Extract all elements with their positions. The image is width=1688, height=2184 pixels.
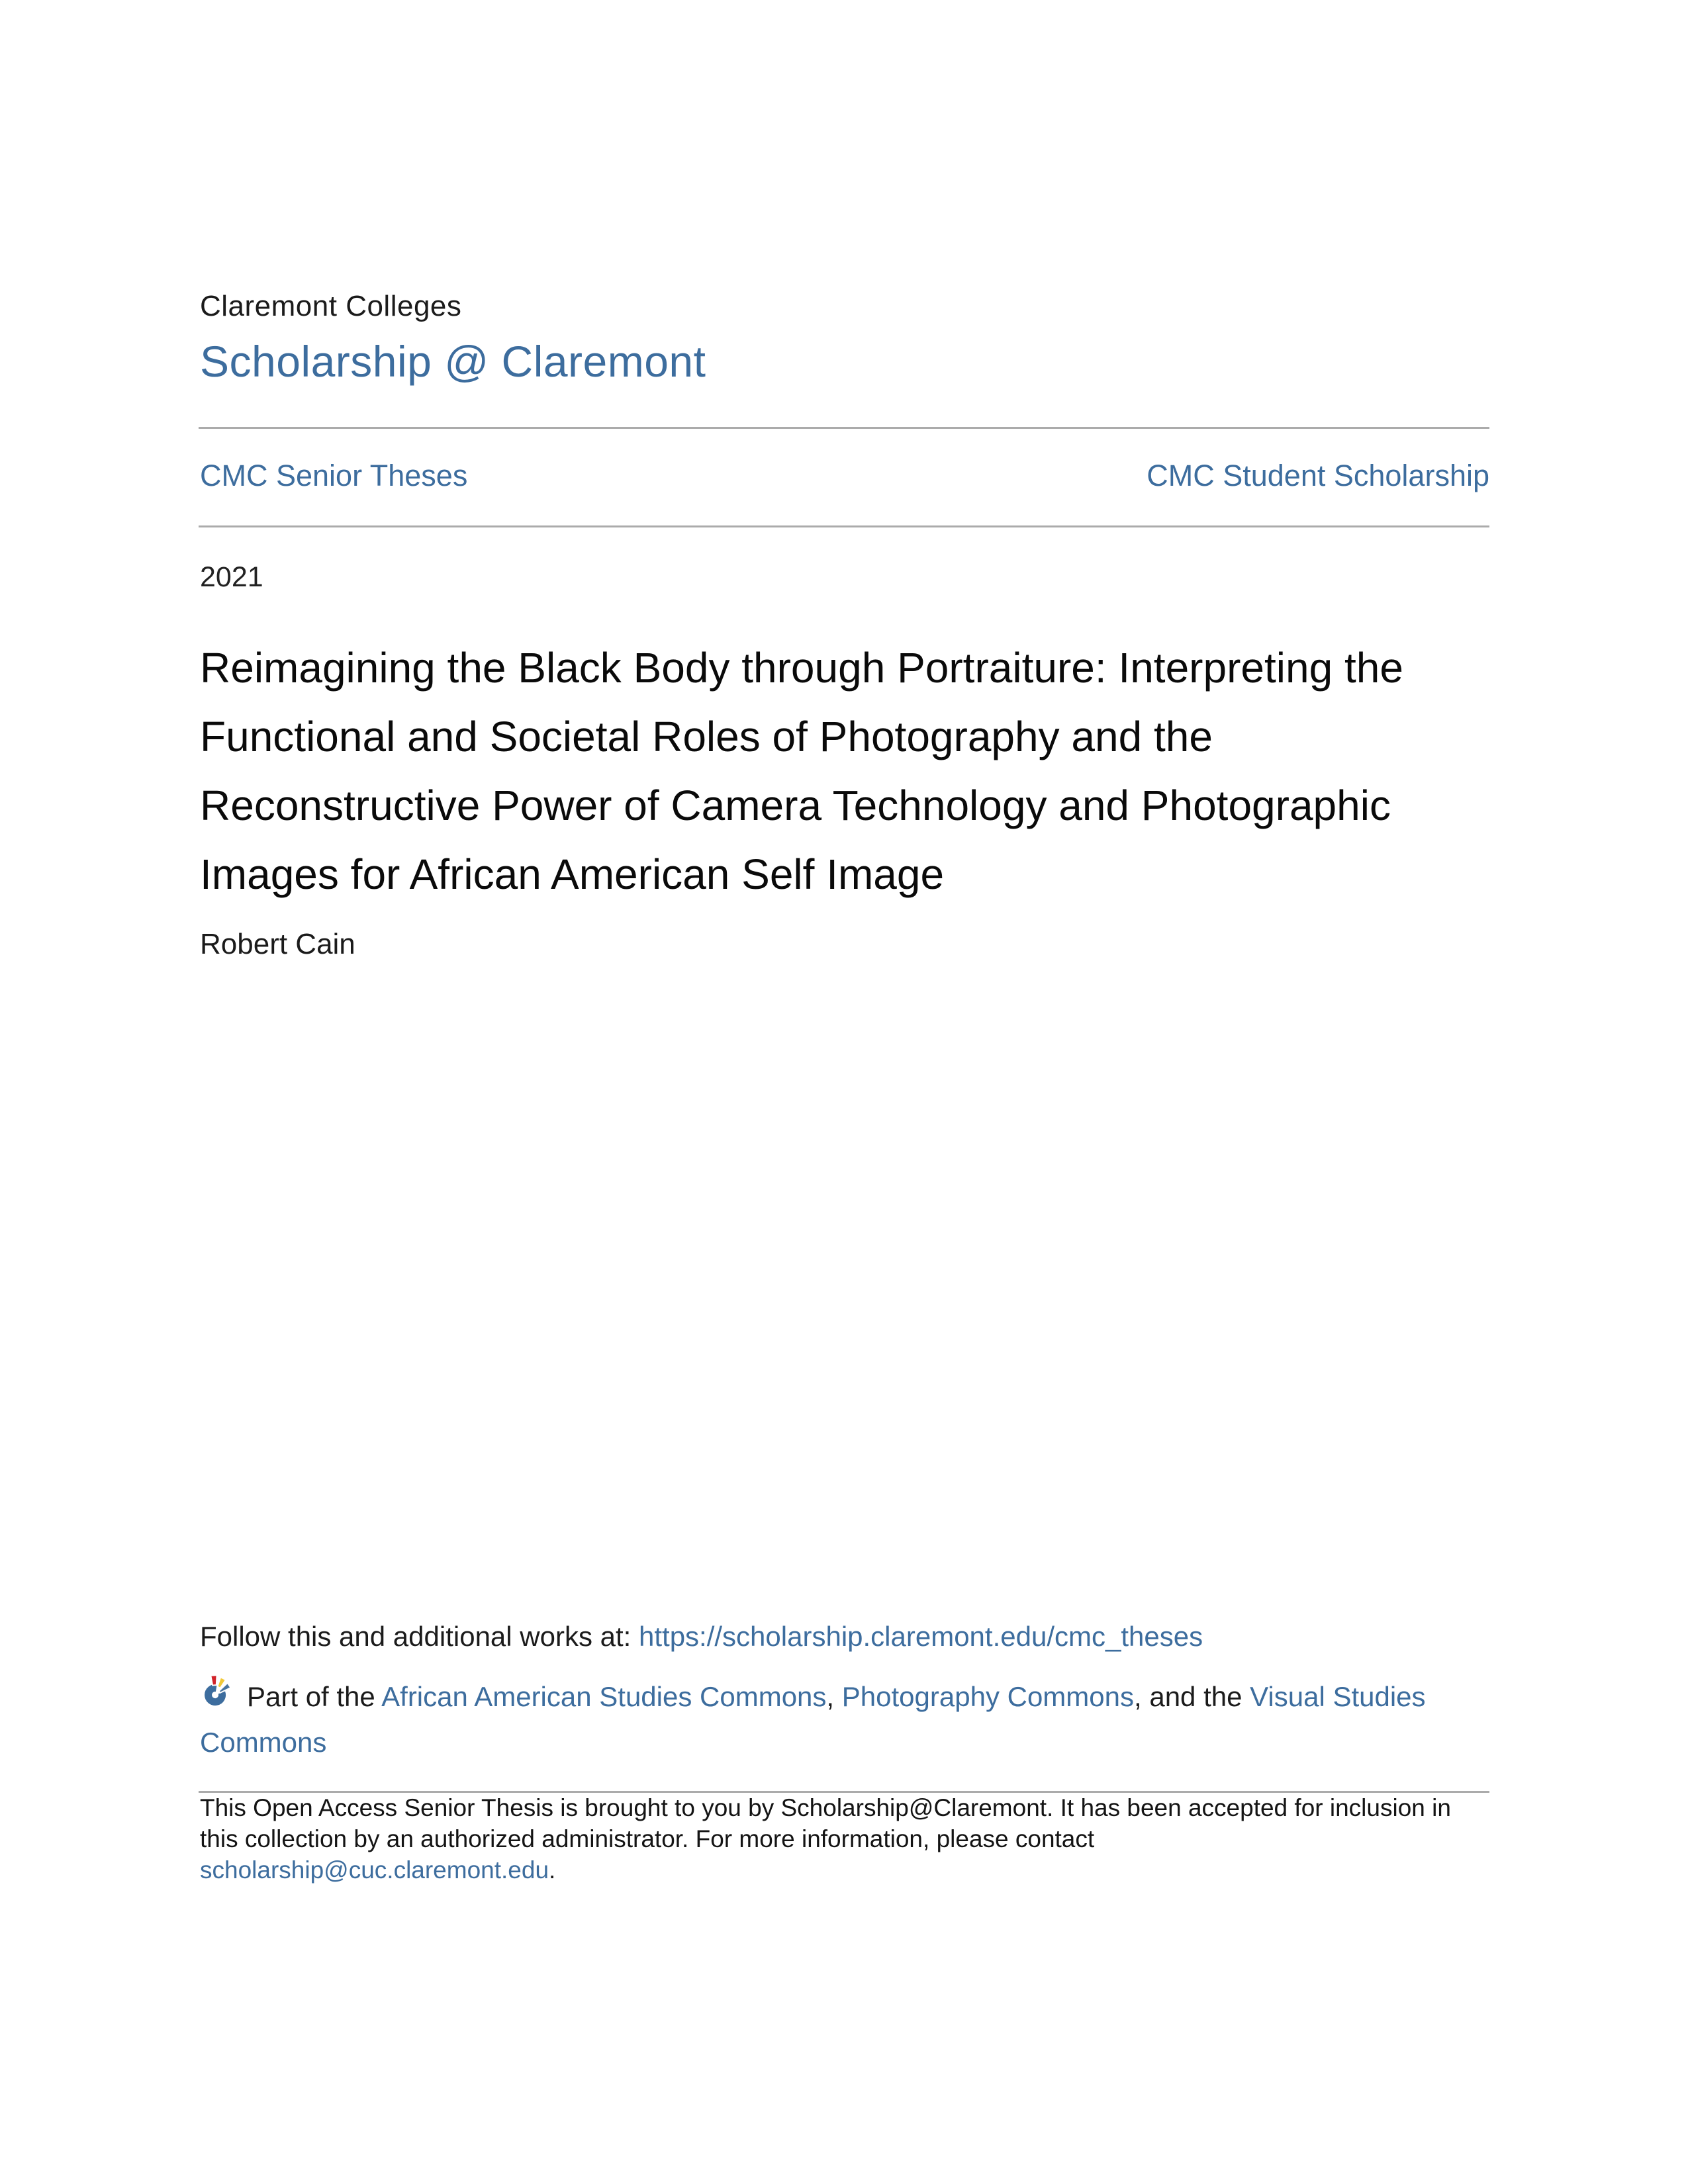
footer-statement: [200, 1792, 1451, 1886]
part-of-commons-line: [200, 1672, 1484, 1765]
horizontal-rule-middle: [199, 525, 1489, 527]
footer-line-2: this collection by an authorized administrator. For more information, please contact: [200, 1825, 1095, 1852]
part-of-prefix: Part of the: [247, 1681, 382, 1712]
institution-name: Claremont Colleges: [200, 290, 462, 322]
footer-line-3: [200, 1854, 1451, 1886]
commons-link-visual-studies[interactable]: Visual Studies Commons: [200, 1681, 1426, 1758]
commons-link-photography[interactable]: Photography Commons: [841, 1681, 1134, 1712]
repository-url-link[interactable]: https://scholarship.claremont.edu/cmc_theses: [639, 1621, 1203, 1652]
separator-and-the: , and the: [1134, 1681, 1250, 1712]
follow-works-text: Follow this and additional works at:: [200, 1621, 639, 1652]
separator-comma: ,: [826, 1681, 842, 1712]
commons-link-african-american-studies[interactable]: African American Studies Commons: [381, 1681, 827, 1712]
icon-red-ray: [211, 1675, 216, 1685]
footer-period: .: [549, 1856, 556, 1884]
collection-link-right[interactable]: CMC Student Scholarship: [1147, 459, 1489, 492]
digital-commons-network-icon: [200, 1672, 238, 1710]
contact-email-link[interactable]: scholarship@cuc.claremont.edu: [200, 1856, 549, 1884]
collection-nav-row: [200, 458, 1489, 494]
collection-link-left[interactable]: CMC Senior Theses: [200, 459, 468, 492]
footer-line-1: This Open Access Senior Thesis is brought to you by Scholarship@Claremont. It has been accepted for inclusion in: [200, 1794, 1451, 1821]
horizontal-rule-top: [199, 427, 1489, 429]
repository-site-title: Scholarship @ Claremont: [200, 337, 706, 386]
thesis-title: Reimagining the Black Body through Portraiture: Interpreting the Functional and Societal Roles of Photography and the Reconstructive Power of Camera Technology and Photographic Images for African American Self Image: [200, 644, 1403, 898]
publication-year: 2021: [200, 561, 263, 593]
author-name: Robert Cain: [200, 928, 355, 960]
follow-works-line: [200, 1620, 1489, 1653]
